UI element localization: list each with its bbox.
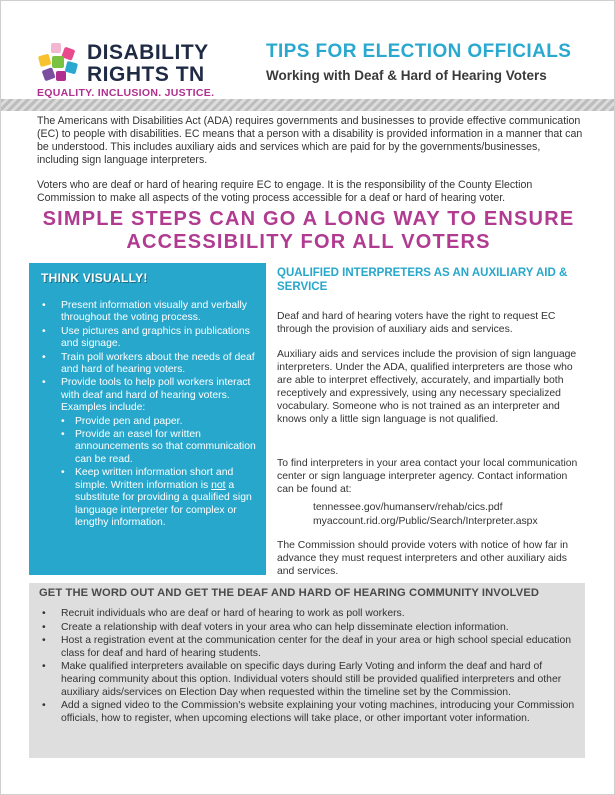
list-item: • Use pictures and graphics in publications and signage. bbox=[39, 326, 261, 351]
community-list bbox=[39, 608, 577, 726]
main-headline: SIMPLE STEPS CAN GO A LONG WAY TO ENSURE ACCESSIBILITY FOR ALL VOTERS bbox=[42, 208, 575, 253]
page-subtitle: Working with Deaf & Hard of Hearing Voters bbox=[266, 68, 547, 83]
interpreter-link-rid[interactable]: myaccount.rid.org/Public/Search/Interpreter.aspx bbox=[313, 516, 538, 527]
page-title: TIPS FOR ELECTION OFFICIALS bbox=[266, 41, 572, 62]
interpreters-paragraph-3: To find interpreters in your area contact your local communication center or sign language interpreter agency. Contact information can be found at: bbox=[277, 458, 578, 495]
intro-paragraph-1: The Americans with Disabilities Act (ADA) requires governments and businesses to provide effective communication (EC) to people with disabilities. EC means that a person with a disability is provided information in a manner that can be understood. This includes auxiliary aids and services which are paid for by the governments/businesses, including sign language interpreters. bbox=[37, 115, 583, 166]
list-item: • Add a signed video to the Commission's website explaining your voting machines, introducing your Commission officials, how to register, when upcoming elections will take place, or other important voter information. bbox=[39, 700, 577, 725]
list-item: • Host a registration event at the communication center for the deaf in your area or high school special education class for deaf and hard of hearing students. bbox=[39, 635, 577, 660]
interpreters-paragraph-2: Auxiliary aids and services include the provision of sign language interpreters. Under the ADA, qualified interpreters are those who are able to interpret effectively, accurately, and impartially both receptively and expressively, using any necessary specialized vocabulary. Someone who is not trained as an interpreter and knows only a little sign language is not qualified. bbox=[277, 349, 577, 425]
list-item-text: Provide tools to help poll workers interact with deaf and hard of hearing voters. Examples include: bbox=[61, 377, 251, 414]
list-item: • Train poll workers about the needs of deaf and hard of hearing voters. bbox=[39, 352, 261, 377]
sublist-item-text: a substitute for providing a qualified sign language interpreter for complex or lengthy information. bbox=[75, 479, 252, 528]
list-item bbox=[39, 377, 261, 529]
logo-tagline: EQUALITY. INCLUSION. JUSTICE. bbox=[37, 87, 215, 99]
list-item: • Recruit individuals who are deaf or hard of hearing to work as poll workers. bbox=[39, 608, 577, 621]
list-item: • Present information visually and verbally throughout the voting process. bbox=[39, 300, 261, 325]
sublist-item: • Provide pen and paper. bbox=[61, 416, 261, 428]
disability-rights-tn-logo bbox=[37, 41, 227, 101]
interpreters-heading: QUALIFIED INTERPRETERS AS AN AUXILIARY AID & SERVICE bbox=[277, 267, 568, 293]
emphasis-not: not bbox=[211, 479, 226, 491]
interpreter-link-cics[interactable]: tennessee.gov/humanserv/rehab/cics.pdf bbox=[313, 502, 503, 513]
community-box bbox=[29, 583, 585, 758]
interpreters-paragraph-1: Deaf and hard of hearing voters have the right to request EC through the provision of auxiliary aids and services. bbox=[277, 311, 556, 335]
logo-mark-icon bbox=[37, 43, 81, 83]
community-heading: GET THE WORD OUT AND GET THE DEAF AND HARD OF HEARING COMMUNITY INVOLVED bbox=[39, 587, 540, 599]
logo-word-rights bbox=[87, 63, 205, 87]
sublist-item-text: Keep written information short and simple. Written information is bbox=[75, 467, 234, 491]
think-visually-heading: THINK VISUALLY! bbox=[41, 271, 148, 285]
logo-word-rights-text: RIGHTS bbox=[87, 63, 170, 86]
list-item: • Make qualified interpreters available on specific days during Early Voting and inform the deaf and hard of hearing community about this option. Individual voters should still be provided qualified interpreters and other auxiliary aids/services on Election Day when requested within the timeline set by the Commission. bbox=[39, 661, 577, 699]
think-visually-list bbox=[39, 300, 261, 530]
interpreters-paragraph-4: The Commission should provide voters with notice of how far in advance they must request interpreters and other auxiliary aids and services. bbox=[277, 540, 569, 577]
think-visually-box bbox=[29, 263, 266, 575]
sublist-item: • Provide an easel for written announcements so that communication can be read. bbox=[61, 429, 261, 466]
logo-word-tn: TN bbox=[175, 63, 205, 86]
examples-sublist bbox=[61, 416, 261, 530]
intro-paragraph-2: Voters who are deaf or hard of hearing require EC to engage. It is the responsibility of the County Election Commission to make all aspects of the voting process accessible for a deaf or hard of hearing voter. bbox=[37, 179, 533, 204]
decorative-stripe bbox=[1, 99, 614, 111]
list-item: • Create a relationship with deaf voters in your area who can help disseminate election information. bbox=[39, 622, 577, 635]
sublist-item bbox=[61, 467, 261, 529]
logo-word-disability: DISABILITY bbox=[87, 41, 209, 64]
